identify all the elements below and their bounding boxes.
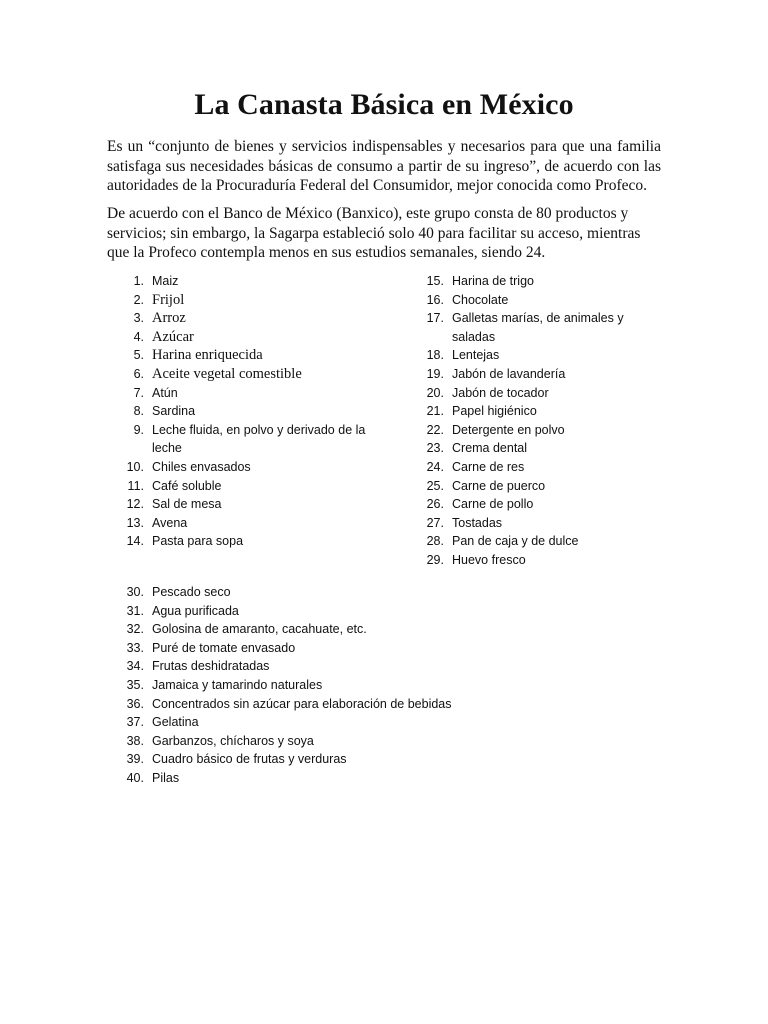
list-item: 9. Leche fluida, en polvo y derivado de la leche: [133, 422, 366, 456]
list-item: 8. Sardina: [133, 404, 196, 419]
list-item: 11. Café soluble: [127, 478, 222, 493]
list-item: 37. Gelatina: [126, 715, 199, 730]
list-item: 36. Concentrados sin azúcar para elaboración de bebidas: [126, 696, 452, 711]
list-item: 26. Carne de pollo: [426, 497, 534, 512]
list-item: 35. Jamaica y tamarindo naturales: [126, 677, 323, 692]
list-item: 20. Jabón de tocador: [426, 385, 549, 400]
list-item: 2. Frijol: [133, 291, 185, 308]
list-item: 15. Harina de trigo: [426, 274, 534, 288]
list-item: 39. Cuadro básico de frutas y verduras: [126, 752, 347, 767]
list-item: 31. Agua purificada: [126, 603, 239, 618]
list-item: 32. Golosina de amaranto, cacahuate, etc.: [126, 622, 367, 637]
list-item: 3. Arroz: [133, 310, 186, 327]
list-item: 10. Chiles envasados: [126, 459, 251, 474]
list-item: 33. Puré de tomate envasado: [126, 640, 296, 655]
list-item: 30. Pescado seco: [126, 585, 231, 599]
list-item: 38. Garbanzos, chícharos y soya: [126, 733, 314, 748]
list-item: 4. Azúcar: [133, 328, 194, 345]
list-item: 23. Crema dental: [426, 441, 528, 456]
page-title: La Canasta Básica en México: [194, 88, 574, 121]
products-list-column-2: [408, 272, 638, 570]
list-item: 34. Frutas deshidratadas: [126, 659, 270, 674]
list-item: 7. Atún: [133, 385, 178, 400]
list-item: 17. Galletas marías, de animales y saladas: [426, 311, 624, 344]
list-item: 12. Sal de mesa: [126, 497, 222, 512]
list-item: 28. Pan de caja y de dulce: [426, 534, 579, 549]
list-item: 27. Tostadas: [426, 515, 503, 530]
list-item: 19. Jabón de lavandería: [426, 366, 566, 381]
list-item: 16. Chocolate: [426, 292, 509, 307]
list-item: 29. Huevo fresco: [426, 552, 526, 567]
intro-paragraph: Es un “conjunto de bienes y servicios indispensables y necesarios para que una familia satisfaga sus necesidades básicas de consumo a partir de su ingreso”, de acuerdo con las autoridades de la Procuraduría Federal del Consumidor, mejor conocida como Profeco.: [107, 138, 661, 194]
list-item: 14. Pasta para sopa: [126, 534, 244, 549]
list-item: 24. Carne de res: [426, 459, 525, 474]
list-item: 1. Maiz: [133, 274, 179, 288]
products-list-column-3: [108, 583, 528, 788]
list-item: 22. Detergente en polvo: [426, 422, 565, 437]
list-item: 21. Papel higiénico: [426, 404, 537, 419]
list-item: 40. Pilas: [126, 770, 180, 785]
second-paragraph: De acuerdo con el Banco de México (Banxico), este grupo consta de 80 productos y servicios; sin embargo, la Sagarpa estableció solo 40 para facilitar su acceso, mientras que la Profeco contempla menos en sus estudios semanales, siendo 24.: [107, 205, 641, 261]
list-item: 6. Aceite vegetal comestible: [133, 365, 302, 382]
products-list-column-1: [108, 272, 378, 551]
list-item: 25. Carne de puerco: [426, 478, 546, 493]
list-item: 5. Harina enriquecida: [133, 347, 263, 364]
list-item: 13. Avena: [126, 515, 188, 530]
list-item: 18. Lentejas: [426, 348, 500, 363]
